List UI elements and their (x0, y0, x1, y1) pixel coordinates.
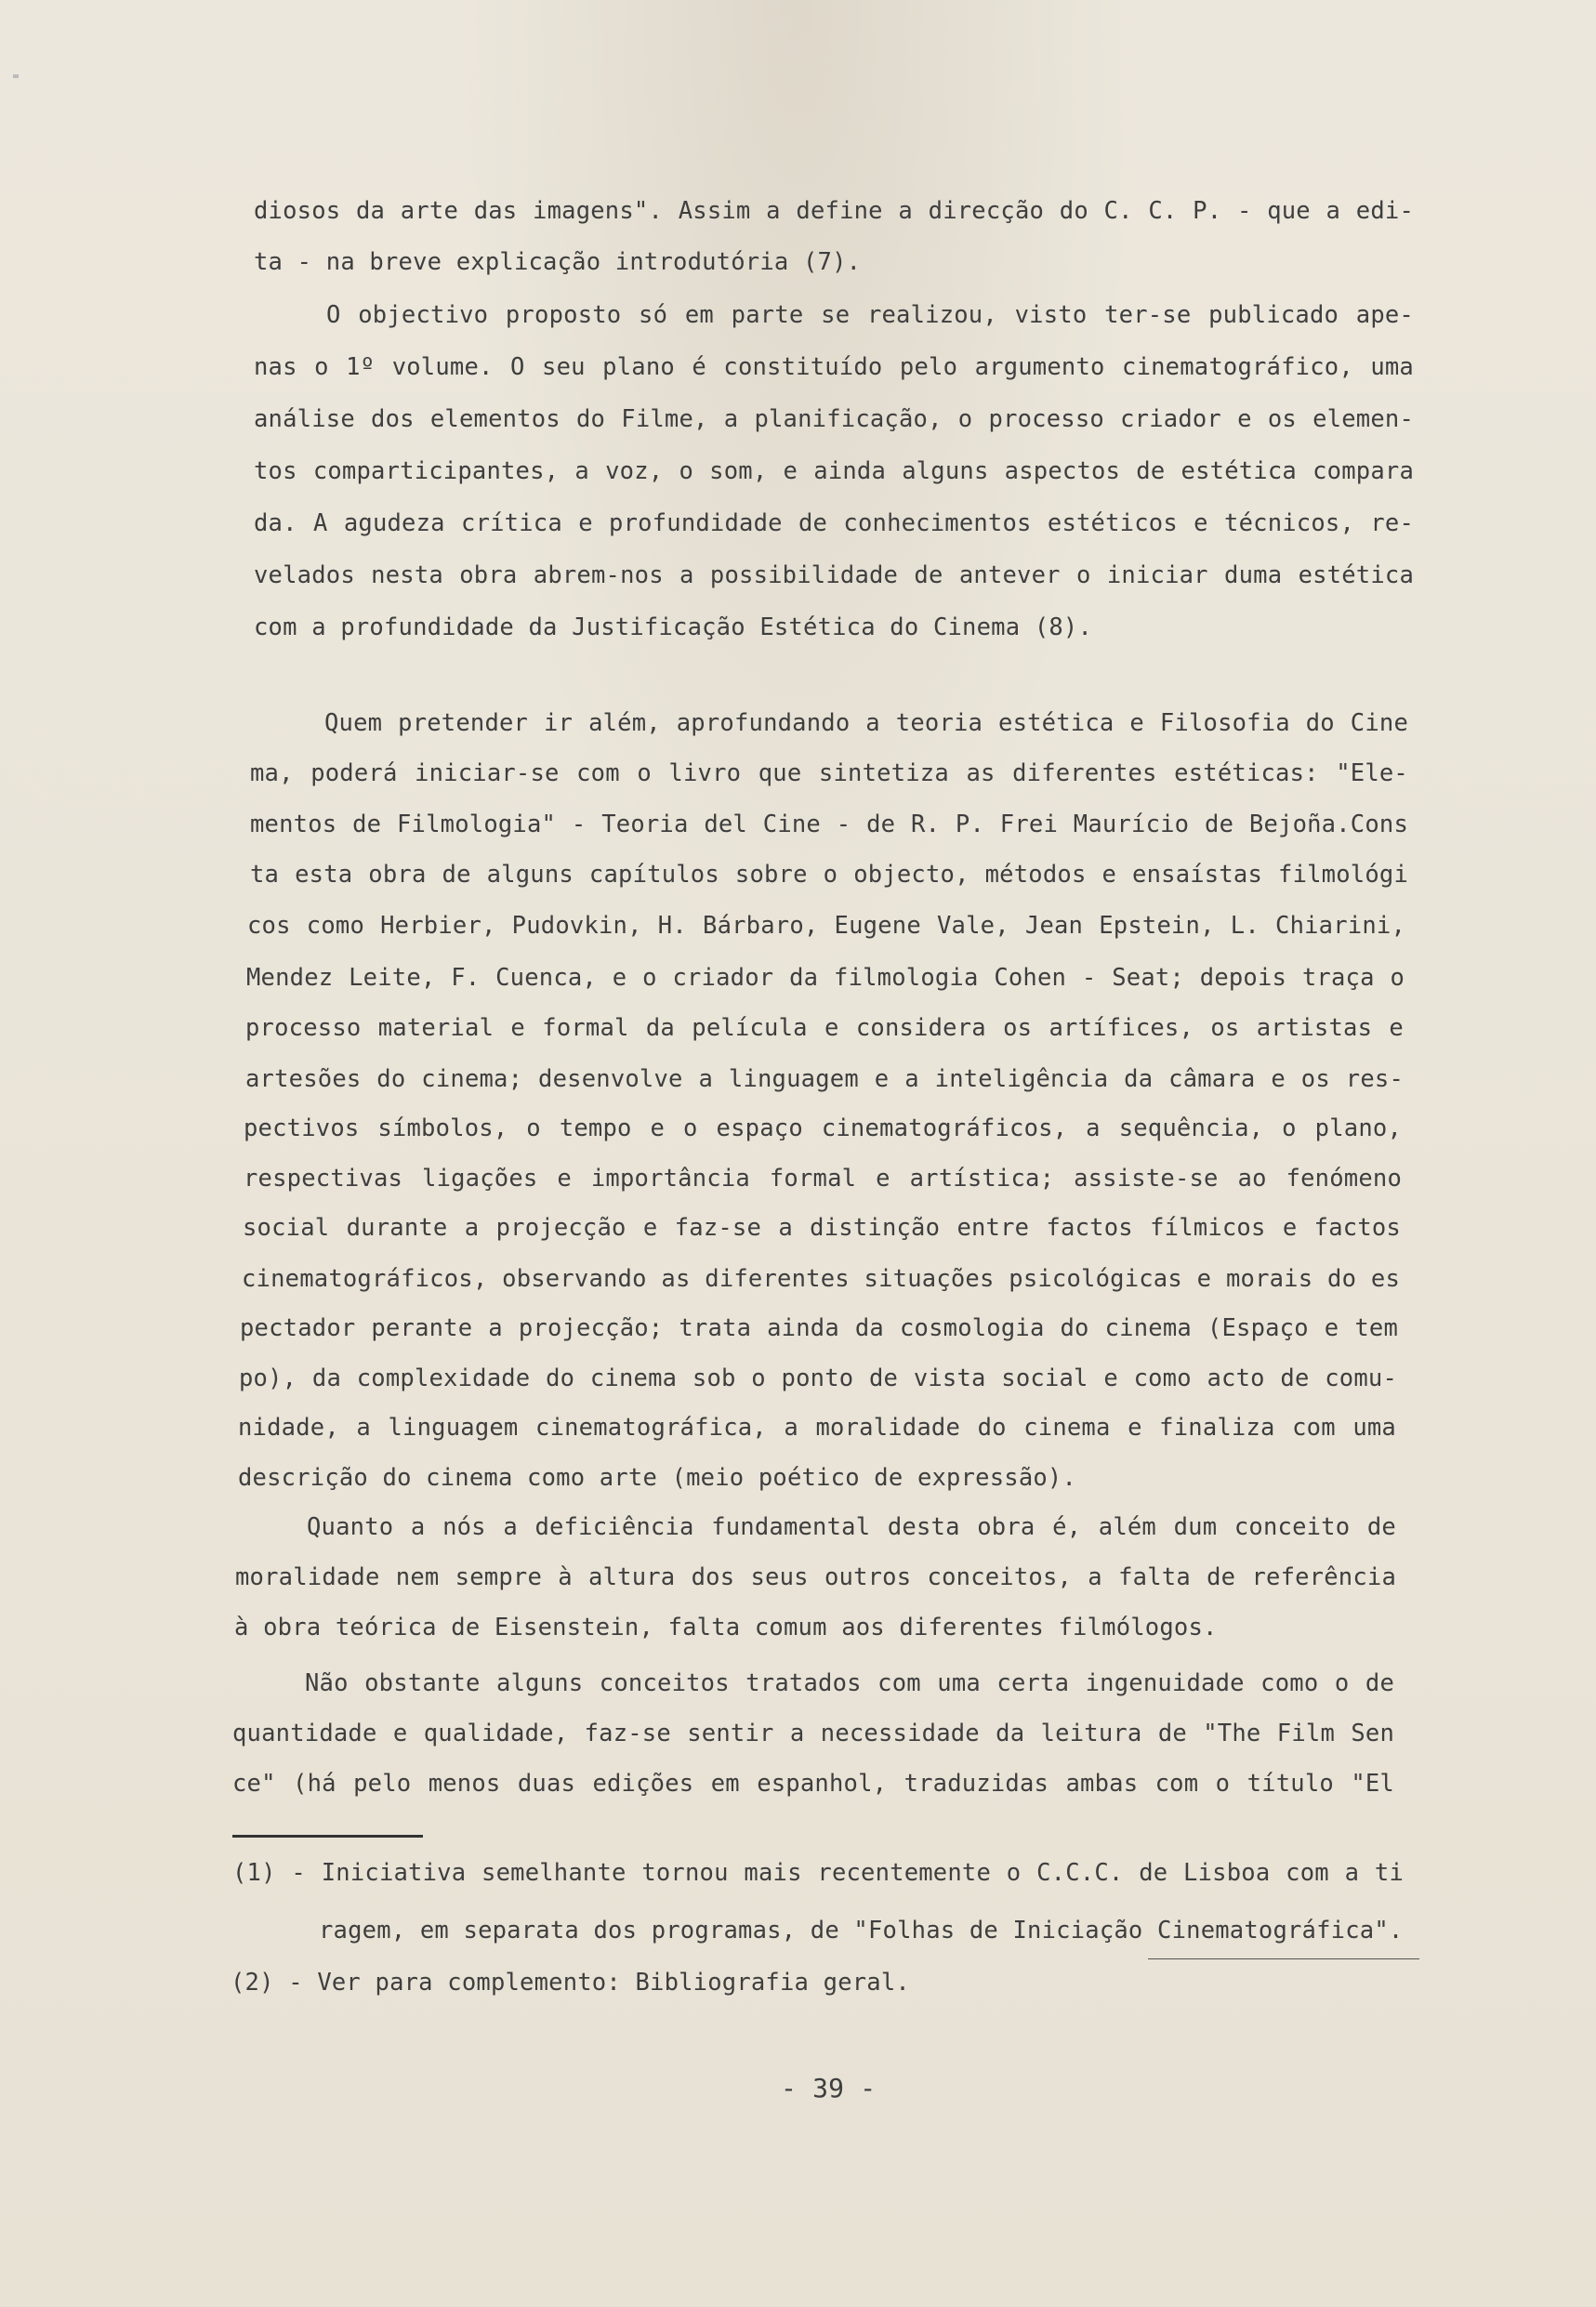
body-line: po), da complexidade do cinema sob o ponto de vista social e como acto de comu- (239, 1364, 1397, 1392)
body-line: mentos de Filmologia" - Teoria del Cine - de R. P. Frei Maurício de Bejoña.Cons (250, 811, 1408, 838)
body-line: velados nesta obra abrem-nos a possibilidade de antever o iniciar duma estética (254, 561, 1414, 589)
body-line: pectivos símbolos, o tempo e o espaço cinematográficos, a sequência, o plano, (244, 1114, 1402, 1142)
body-line: à obra teórica de Eisenstein, falta comum aos diferentes filmólogos. (234, 1614, 1218, 1641)
body-line: artesões do cinema; desenvolve a linguagem e a inteligência da câmara e os res- (245, 1065, 1404, 1093)
body-line: Não obstante alguns conceitos tratados com uma certa ingenuidade como o de (305, 1669, 1394, 1697)
body-line: descrição do cinema como arte (meio poético de expressão). (238, 1464, 1077, 1492)
body-line: Quanto a nós a deficiência fundamental desta obra é, além dum conceito de (307, 1513, 1396, 1541)
footnote-line: ragem, em separata dos programas, de "Folhas de Iniciação Cinematográfica". (319, 1917, 1404, 1944)
body-line: ce" (há pelo menos duas edições em espanhol, traduzidas ambas com o título "El (232, 1770, 1394, 1798)
body-line: moralidade nem sempre à altura dos seus outros conceitos, a falta de referência (235, 1563, 1396, 1591)
body-line: tos comparticipantes, a voz, o som, e ainda alguns aspectos de estética compara (254, 457, 1414, 485)
body-line: Mendez Leite, F. Cuenca, e o criador da filmologia Cohen - Seat; depois traça o (246, 964, 1405, 992)
body-line: diosos da arte das imagens". Assim a define a direcção do C. C. P. - que a edi- (254, 197, 1414, 225)
body-line: O objectivo proposto só em parte se realizou, visto ter-se publicado ape- (326, 301, 1414, 329)
body-line: Quem pretender ir além, aprofundando a teoria estética e Filosofia do Cine (324, 709, 1408, 737)
body-line: pectador perante a projecção; trata ainda da cosmologia do cinema (Espaço e tem (240, 1314, 1398, 1342)
footnote-underline (1148, 1958, 1419, 1959)
body-line: social durante a projecção e faz-se a distinção entre factos fílmicos e factos (243, 1214, 1401, 1242)
body-line: quantidade e qualidade, faz-se sentir a necessidade da leitura de "The Film Sen (232, 1720, 1394, 1747)
page-number: - 39 - (781, 2073, 877, 2103)
body-line: ma, poderá iniciar-se com o livro que sintetiza as diferentes estéticas: "Ele- (250, 759, 1408, 787)
body-line: com a profundidade da Justificação Estética do Cinema (8). (254, 613, 1093, 641)
body-line: nas o 1º volume. O seu plano é constituído pelo argumento cinematográfico, uma (254, 353, 1414, 381)
body-line: processo material e formal da película e considera os artífices, os artistas e (245, 1014, 1404, 1042)
footnote-line: (2) - Ver para complemento: Bibliografia geral. (231, 1969, 910, 1997)
body-line: ta esta obra de alguns capítulos sobre o objecto, métodos e ensaístas filmológi (250, 861, 1408, 889)
body-line: nidade, a linguagem cinematográfica, a moralidade do cinema e finaliza com uma (238, 1414, 1396, 1442)
body-line: da. A agudeza crítica e profundidade de conhecimentos estéticos e técnicos, re- (254, 509, 1414, 537)
body-line: ta - na breve explicação introdutória (7). (254, 248, 862, 276)
body-line: cos como Herbier, Pudovkin, H. Bárbaro, Eugene Vale, Jean Epstein, L. Chiarini, (247, 912, 1405, 940)
body-line: respectivas ligações e importância formal e artística; assiste-se ao fenómeno (244, 1165, 1402, 1193)
body-line: cinematográficos, observando as diferentes situações psicológicas e morais do es (242, 1265, 1400, 1293)
body-line: análise dos elementos do Filme, a planificação, o processo criador e os elemen- (254, 405, 1414, 433)
footnote-line: (1) - Iniciativa semelhante tornou mais recentemente o C.C.C. de Lisboa com a ti (232, 1859, 1404, 1887)
paper-mark (13, 74, 19, 78)
footnote-rule (232, 1835, 423, 1838)
